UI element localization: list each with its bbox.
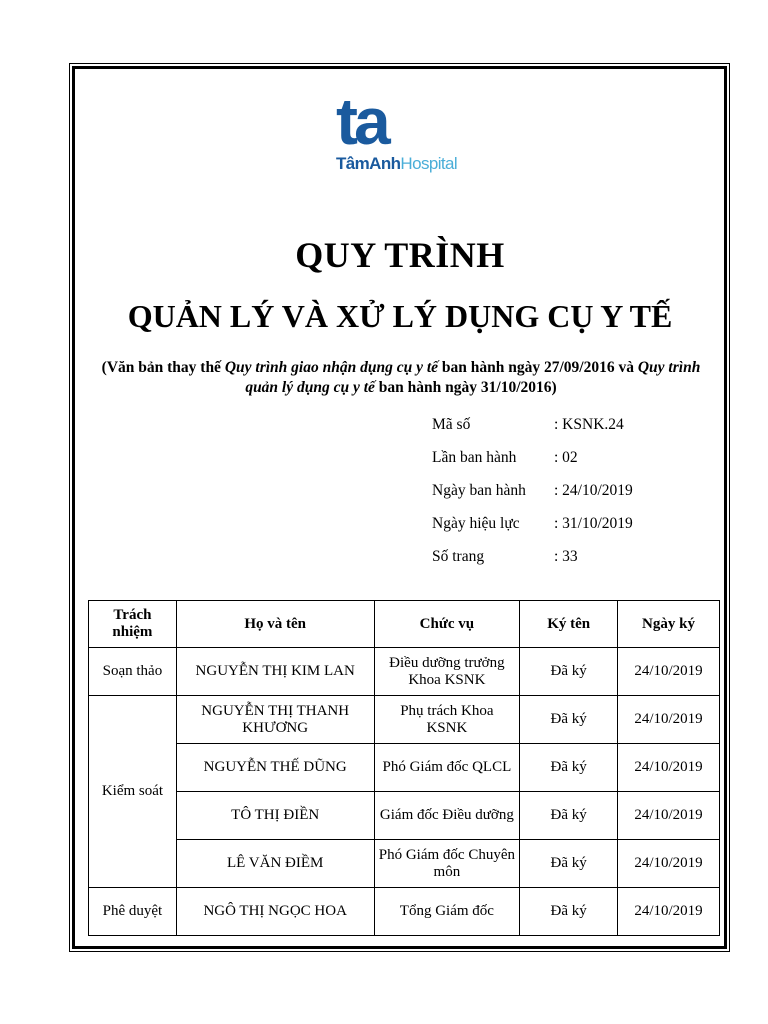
name-cell: NGUYỄN THẾ DŨNG: [176, 744, 374, 792]
replacement-note: [96, 358, 706, 398]
table-row: [89, 840, 720, 888]
table-row: [89, 648, 720, 696]
name-cell: LÊ VĂN ĐIỀM: [176, 840, 374, 888]
table-row: [89, 744, 720, 792]
document-title-line1: QUY TRÌNH: [295, 235, 505, 275]
note-doc1: Quy trình giao nhận dụng cụ y tế: [224, 359, 439, 376]
header-sign-date: Ngày ký: [618, 601, 720, 648]
document-title-line2: QUẢN LÝ VÀ XỬ LÝ DỤNG CỤ Y TẾ: [127, 298, 673, 334]
sign-cell: Đã ký: [520, 888, 618, 936]
meta-label: Số trang: [432, 548, 485, 565]
sign-cell: Đã ký: [520, 744, 618, 792]
table-header-row: [89, 601, 720, 648]
logo-name-part1: TâmAnh: [336, 154, 401, 173]
name-cell: NGÔ THỊ NGỌC HOA: [176, 888, 374, 936]
document-meta: [432, 416, 674, 581]
date-cell: 24/10/2019: [618, 840, 720, 888]
meta-row-page-count: [432, 548, 674, 581]
note-part3: ban hành ngày 31/10/2016): [374, 379, 557, 396]
signature-table: [88, 600, 720, 936]
position-cell: Phó Giám đốc QLCL: [374, 744, 520, 792]
meta-value: : 33: [554, 548, 578, 565]
meta-label: Ngày hiệu lực: [432, 515, 520, 532]
date-cell: 24/10/2019: [618, 648, 720, 696]
meta-value: : KSNK.24: [554, 416, 624, 433]
meta-label: Ngày ban hành: [432, 482, 526, 499]
header-responsibility: Trách nhiệm: [89, 601, 177, 648]
responsibility-cell: Kiểm soát: [89, 696, 177, 888]
date-cell: 24/10/2019: [618, 888, 720, 936]
meta-row-issue-date: [432, 482, 674, 515]
date-cell: 24/10/2019: [618, 696, 720, 744]
sign-cell: Đã ký: [520, 648, 618, 696]
position-cell: Tổng Giám đốc: [374, 888, 520, 936]
note-part1: (Văn bản thay thế: [101, 359, 225, 376]
header-position: Chức vụ: [374, 601, 520, 648]
position-cell: Điều dưỡng trưởng Khoa KSNK: [374, 648, 520, 696]
header-signature: Ký tên: [520, 601, 618, 648]
name-cell: TÔ THỊ ĐIỀN: [176, 792, 374, 840]
meta-row-edition: [432, 449, 674, 482]
logo-name: [336, 154, 457, 174]
meta-value: : 24/10/2019: [554, 482, 633, 499]
sign-cell: Đã ký: [520, 792, 618, 840]
note-doc2: Quy trình quản lý dụng cụ y tế: [245, 359, 701, 396]
name-cell: NGUYỄN THỊ THANH KHƯƠNG: [176, 696, 374, 744]
logo-name-part2: Hospital: [400, 154, 458, 173]
meta-value: : 31/10/2019: [554, 515, 633, 532]
meta-row-effective-date: [432, 515, 674, 548]
meta-label: Mã số: [432, 416, 471, 433]
table-row: [89, 792, 720, 840]
position-cell: Phó Giám đốc Chuyên môn: [374, 840, 520, 888]
position-cell: Phụ trách Khoa KSNK: [374, 696, 520, 744]
table-row: [89, 696, 720, 744]
hospital-logo: [336, 92, 476, 182]
meta-value: : 02: [554, 449, 578, 466]
sign-cell: Đã ký: [520, 696, 618, 744]
position-cell: Giám đốc Điều dưỡng: [374, 792, 520, 840]
sign-cell: Đã ký: [520, 840, 618, 888]
responsibility-cell: Soạn thảo: [89, 648, 177, 696]
meta-label: Lần ban hành: [432, 449, 517, 466]
header-full-name: Họ và tên: [176, 601, 374, 648]
table-row: [89, 888, 720, 936]
meta-row-code: [432, 416, 674, 449]
date-cell: 24/10/2019: [618, 792, 720, 840]
ta-logo-icon: [336, 92, 416, 150]
logo-mark-text: ta: [336, 92, 387, 150]
responsibility-cell: Phê duyệt: [89, 888, 177, 936]
note-part2: ban hành ngày 27/09/2016 và: [438, 359, 638, 376]
name-cell: NGUYỄN THỊ KIM LAN: [176, 648, 374, 696]
date-cell: 24/10/2019: [618, 744, 720, 792]
